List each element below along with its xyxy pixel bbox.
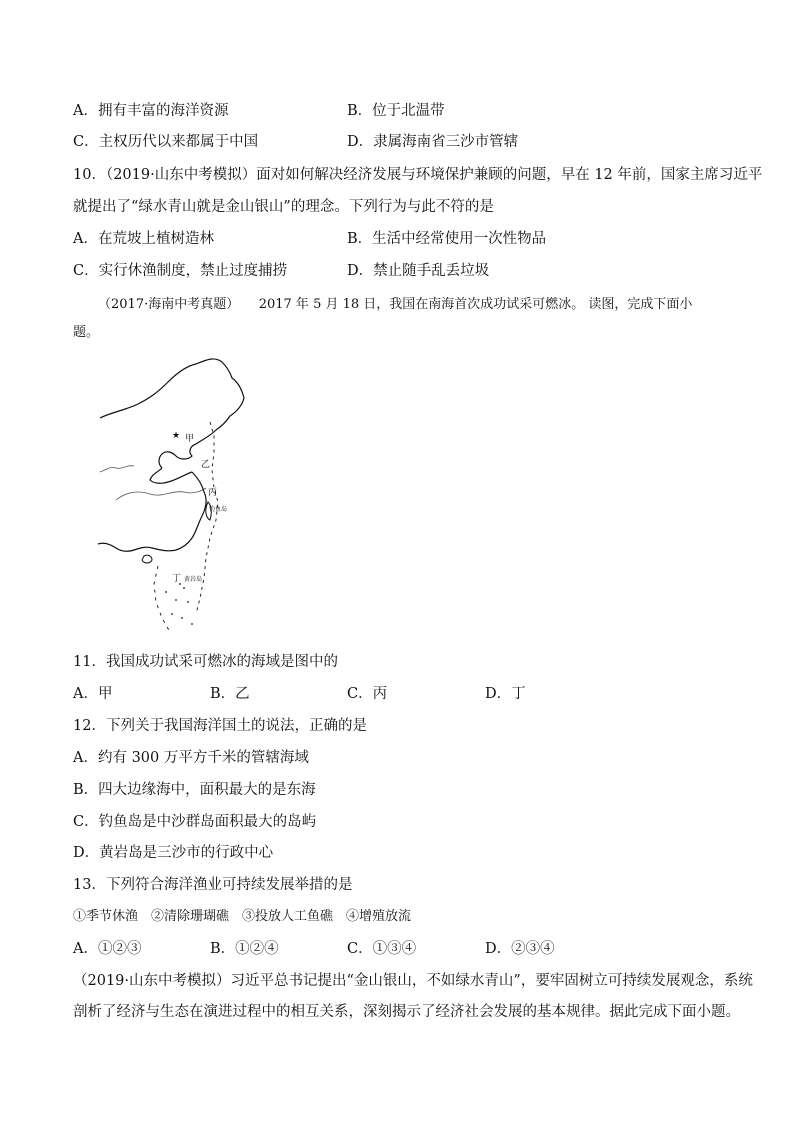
q10-option-b: B．生活中经常使用一次性物品 bbox=[347, 231, 547, 247]
q9-option-c: C．主权历代以来都属于中国 bbox=[73, 134, 259, 150]
map-intro-line2: 题。 bbox=[73, 325, 100, 340]
map-south-sea-islands bbox=[165, 583, 193, 625]
q13-option-d: D．②③④ bbox=[485, 941, 555, 957]
q9-option-a: A．拥有丰富的海洋资源 bbox=[73, 103, 229, 119]
map-coast-bohai bbox=[159, 444, 196, 468]
map-label-diaoyudao: 钓鱼岛 bbox=[209, 506, 228, 513]
q10-stem-line2: 就提出了“绿水青山就是金山银山”的理念。下列行为与此不符的是 bbox=[73, 199, 494, 215]
map-coast-shandong bbox=[150, 468, 192, 483]
map-hainan bbox=[142, 555, 152, 563]
outro-line2: 剖析了经济与生态在演进过程中的相互关系，深刻揭示了经济社会发展的基本规律。据此完成下面小题。 bbox=[73, 1004, 740, 1020]
q13-option-a: A．①②③ bbox=[73, 941, 142, 957]
q9-option-b: B．位于北温带 bbox=[347, 103, 445, 119]
map-inland-line-1 bbox=[100, 466, 134, 472]
q10-option-a: A．在荒坡上植树造林 bbox=[73, 231, 214, 247]
map-label-bing: 丙 bbox=[208, 488, 218, 498]
q12-option-b: B．四大边缘海中，面积最大的是东海 bbox=[73, 782, 316, 798]
map-maritime-boundary-east bbox=[196, 422, 218, 614]
q11-option-a: A．甲 bbox=[73, 686, 113, 702]
q12-option-c: C．钓鱼岛是中沙群岛面积最大的岛屿 bbox=[73, 814, 317, 830]
map-label-huangyandao: 黄岩岛 bbox=[184, 576, 203, 583]
q11-option-d: D．丁 bbox=[485, 686, 526, 702]
q13-option-b: B．①②④ bbox=[210, 941, 279, 957]
q11-stem: 11．我国成功试采可燃冰的海域是图中的 bbox=[73, 654, 338, 670]
map-intro-line1: （2017·海南中考真题） 2017 年 5 月 18 日，我国在南海首次成功试采可燃冰。 读图，完成下面小 bbox=[98, 297, 693, 312]
map-coast-south bbox=[98, 543, 152, 551]
q10-option-c: C．实行休渔制度，禁止过度捕捞 bbox=[73, 263, 288, 279]
map-label-ding: 丁 bbox=[172, 574, 182, 584]
map-label-yi: 乙 bbox=[201, 460, 211, 470]
q13-stem: 13．下列符合海洋渔业可持续发展举措的是 bbox=[73, 877, 353, 893]
q13-option-c: C．①③④ bbox=[347, 941, 417, 957]
map-maritime-boundary-west bbox=[154, 566, 170, 632]
q11-option-b: B．乙 bbox=[210, 686, 250, 702]
q13-items: ①季节休渔 ②清除珊瑚礁 ③投放人工鱼礁 ④增殖放流 bbox=[73, 909, 412, 924]
q10-stem-line1: 10．（2019·山东中考模拟）面对如何解决经济发展与环境保护兼顾的问题，早在 12 年前，国家主席习近平 bbox=[73, 167, 763, 183]
china-coast-map bbox=[92, 352, 252, 642]
capital-star-icon: ★ bbox=[172, 431, 181, 441]
q9-option-d: D．隶属海南省三沙市管辖 bbox=[347, 134, 519, 150]
map-label-jia: 甲 bbox=[185, 434, 195, 444]
q12-option-a: A．约有 300 万平方千米的管辖海域 bbox=[73, 750, 309, 766]
q11-option-c: C．丙 bbox=[347, 686, 388, 702]
map-inland-line-2 bbox=[116, 488, 206, 500]
outro-line1: （2019·山东中考模拟）习近平总书记提出“金山银山，不如绿水青山”，要牢固树立可持续发展观念，系统 bbox=[73, 973, 753, 989]
q10-option-d: D．禁止随手乱丢垃圾 bbox=[347, 263, 490, 279]
q12-option-d: D．黄岩岛是三沙市的行政中心 bbox=[73, 845, 274, 861]
q12-stem: 12．下列关于我国海洋国土的说法，正确的是 bbox=[73, 718, 367, 734]
